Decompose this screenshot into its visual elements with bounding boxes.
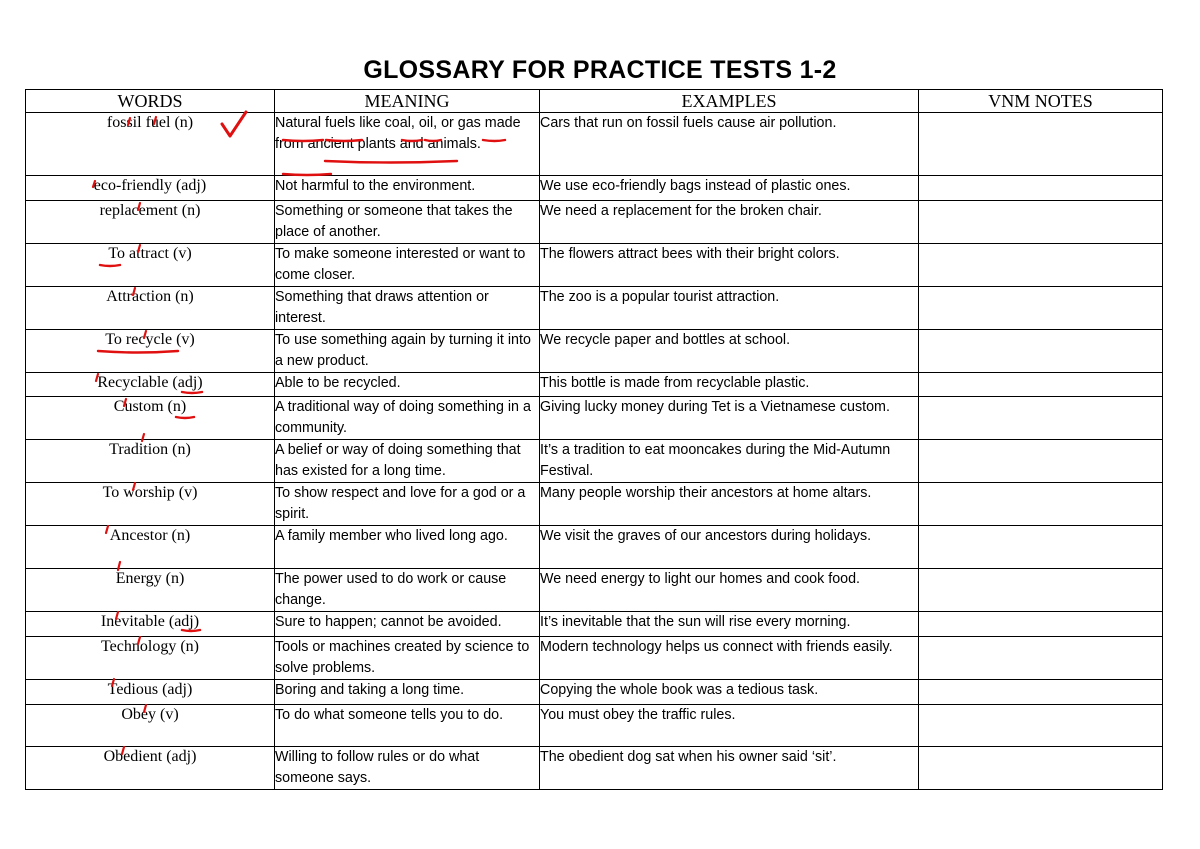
meaning-cell: The power used to do work or cause change. <box>275 569 540 612</box>
notes-cell[interactable] <box>919 637 1163 680</box>
word-cell: Recyclable (adj) <box>26 373 275 397</box>
meaning-cell: Boring and taking a long time. <box>275 680 540 705</box>
table-row <box>26 330 1163 373</box>
notes-cell[interactable] <box>919 113 1163 176</box>
example-cell: We use eco-friendly bags instead of plastic ones. <box>540 176 919 201</box>
notes-cell[interactable] <box>919 440 1163 483</box>
example-cell: This bottle is made from recyclable plastic. <box>540 373 919 397</box>
page-title: GLOSSARY FOR PRACTICE TESTS 1-2 <box>363 56 837 84</box>
table-row <box>26 373 1163 397</box>
meaning-cell: Able to be recycled. <box>275 373 540 397</box>
meaning-cell: To make someone interested or want to come closer. <box>275 244 540 287</box>
word-cell: Technology (n) <box>26 637 275 680</box>
example-cell: You must obey the traffic rules. <box>540 705 919 747</box>
table-row <box>26 680 1163 705</box>
notes-cell[interactable] <box>919 176 1163 201</box>
example-cell: We need energy to light our homes and cook food. <box>540 569 919 612</box>
example-cell: Copying the whole book was a tedious task. <box>540 680 919 705</box>
table-row <box>26 397 1163 440</box>
example-cell: Many people worship their ancestors at home altars. <box>540 483 919 526</box>
example-cell: The obedient dog sat when his owner said ‘sit’. <box>540 747 919 790</box>
header-examples: EXAMPLES <box>540 90 919 113</box>
meaning-cell: To do what someone tells you to do. <box>275 705 540 747</box>
table-row <box>26 526 1163 569</box>
notes-cell[interactable] <box>919 397 1163 440</box>
example-cell: It’s a tradition to eat mooncakes during the Mid-Autumn Festival. <box>540 440 919 483</box>
word-cell: Ancestor (n) <box>26 526 275 569</box>
word-cell: Tradition (n) <box>26 440 275 483</box>
word-cell: To attract (v) <box>26 244 275 287</box>
notes-cell[interactable] <box>919 373 1163 397</box>
meaning-cell: A belief or way of doing something that has existed for a long time. <box>275 440 540 483</box>
word-cell: To worship (v) <box>26 483 275 526</box>
table-row <box>26 569 1163 612</box>
meaning-cell: Not harmful to the environment. <box>275 176 540 201</box>
meaning-cell: To use something again by turning it into a new product. <box>275 330 540 373</box>
table-row <box>26 705 1163 747</box>
meaning-cell: Willing to follow rules or do what someone says. <box>275 747 540 790</box>
meaning-cell: Something that draws attention or interest. <box>275 287 540 330</box>
table-row <box>26 440 1163 483</box>
table-row <box>26 113 1163 176</box>
table-row <box>26 244 1163 287</box>
example-cell: It’s inevitable that the sun will rise every morning. <box>540 612 919 637</box>
table-header-row <box>26 90 1163 113</box>
table-row <box>26 637 1163 680</box>
example-cell: We recycle paper and bottles at school. <box>540 330 919 373</box>
word-cell: Inevitable (adj) <box>26 612 275 637</box>
meaning-cell: To show respect and love for a god or a spirit. <box>275 483 540 526</box>
notes-cell[interactable] <box>919 569 1163 612</box>
word-cell: fossil fuel (n) <box>26 113 275 176</box>
notes-cell[interactable] <box>919 747 1163 790</box>
example-cell: The flowers attract bees with their bright colors. <box>540 244 919 287</box>
header-vnm-notes: VNM NOTES <box>919 90 1163 113</box>
notes-cell[interactable] <box>919 526 1163 569</box>
meaning-cell: Something or someone that takes the place of another. <box>275 201 540 244</box>
table-row <box>26 483 1163 526</box>
notes-cell[interactable] <box>919 680 1163 705</box>
word-cell: To recycle (v) <box>26 330 275 373</box>
example-cell: Giving lucky money during Tet is a Vietnamese custom. <box>540 397 919 440</box>
meaning-cell: Tools or machines created by science to solve problems. <box>275 637 540 680</box>
notes-cell[interactable] <box>919 705 1163 747</box>
word-cell: Obedient (adj) <box>26 747 275 790</box>
word-cell: Obey (v) <box>26 705 275 747</box>
example-cell: We visit the graves of our ancestors during holidays. <box>540 526 919 569</box>
notes-cell[interactable] <box>919 287 1163 330</box>
example-cell: Cars that run on fossil fuels cause air pollution. <box>540 113 919 176</box>
notes-cell[interactable] <box>919 483 1163 526</box>
meaning-cell: A traditional way of doing something in a community. <box>275 397 540 440</box>
table-row <box>26 287 1163 330</box>
word-cell: replacement (n) <box>26 201 275 244</box>
meaning-cell: Sure to happen; cannot be avoided. <box>275 612 540 637</box>
word-cell: Custom (n) <box>26 397 275 440</box>
word-cell: Tedious (adj) <box>26 680 275 705</box>
notes-cell[interactable] <box>919 330 1163 373</box>
notes-cell[interactable] <box>919 201 1163 244</box>
header-words: WORDS <box>26 90 275 113</box>
word-cell: Attraction (n) <box>26 287 275 330</box>
example-cell: We need a replacement for the broken chair. <box>540 201 919 244</box>
glossary-table <box>25 89 1163 790</box>
table-row <box>26 612 1163 637</box>
notes-cell[interactable] <box>919 612 1163 637</box>
word-cell: eco-friendly (adj) <box>26 176 275 201</box>
meaning-cell: A family member who lived long ago. <box>275 526 540 569</box>
header-meaning: MEANING <box>275 90 540 113</box>
notes-cell[interactable] <box>919 244 1163 287</box>
table-row <box>26 201 1163 244</box>
table-row <box>26 747 1163 790</box>
meaning-cell: Natural fuels like coal, oil, or gas made from ancient plants and animals. <box>275 113 540 176</box>
example-cell: Modern technology helps us connect with friends easily. <box>540 637 919 680</box>
table-row <box>26 176 1163 201</box>
example-cell: The zoo is a popular tourist attraction. <box>540 287 919 330</box>
word-cell: Energy (n) <box>26 569 275 612</box>
